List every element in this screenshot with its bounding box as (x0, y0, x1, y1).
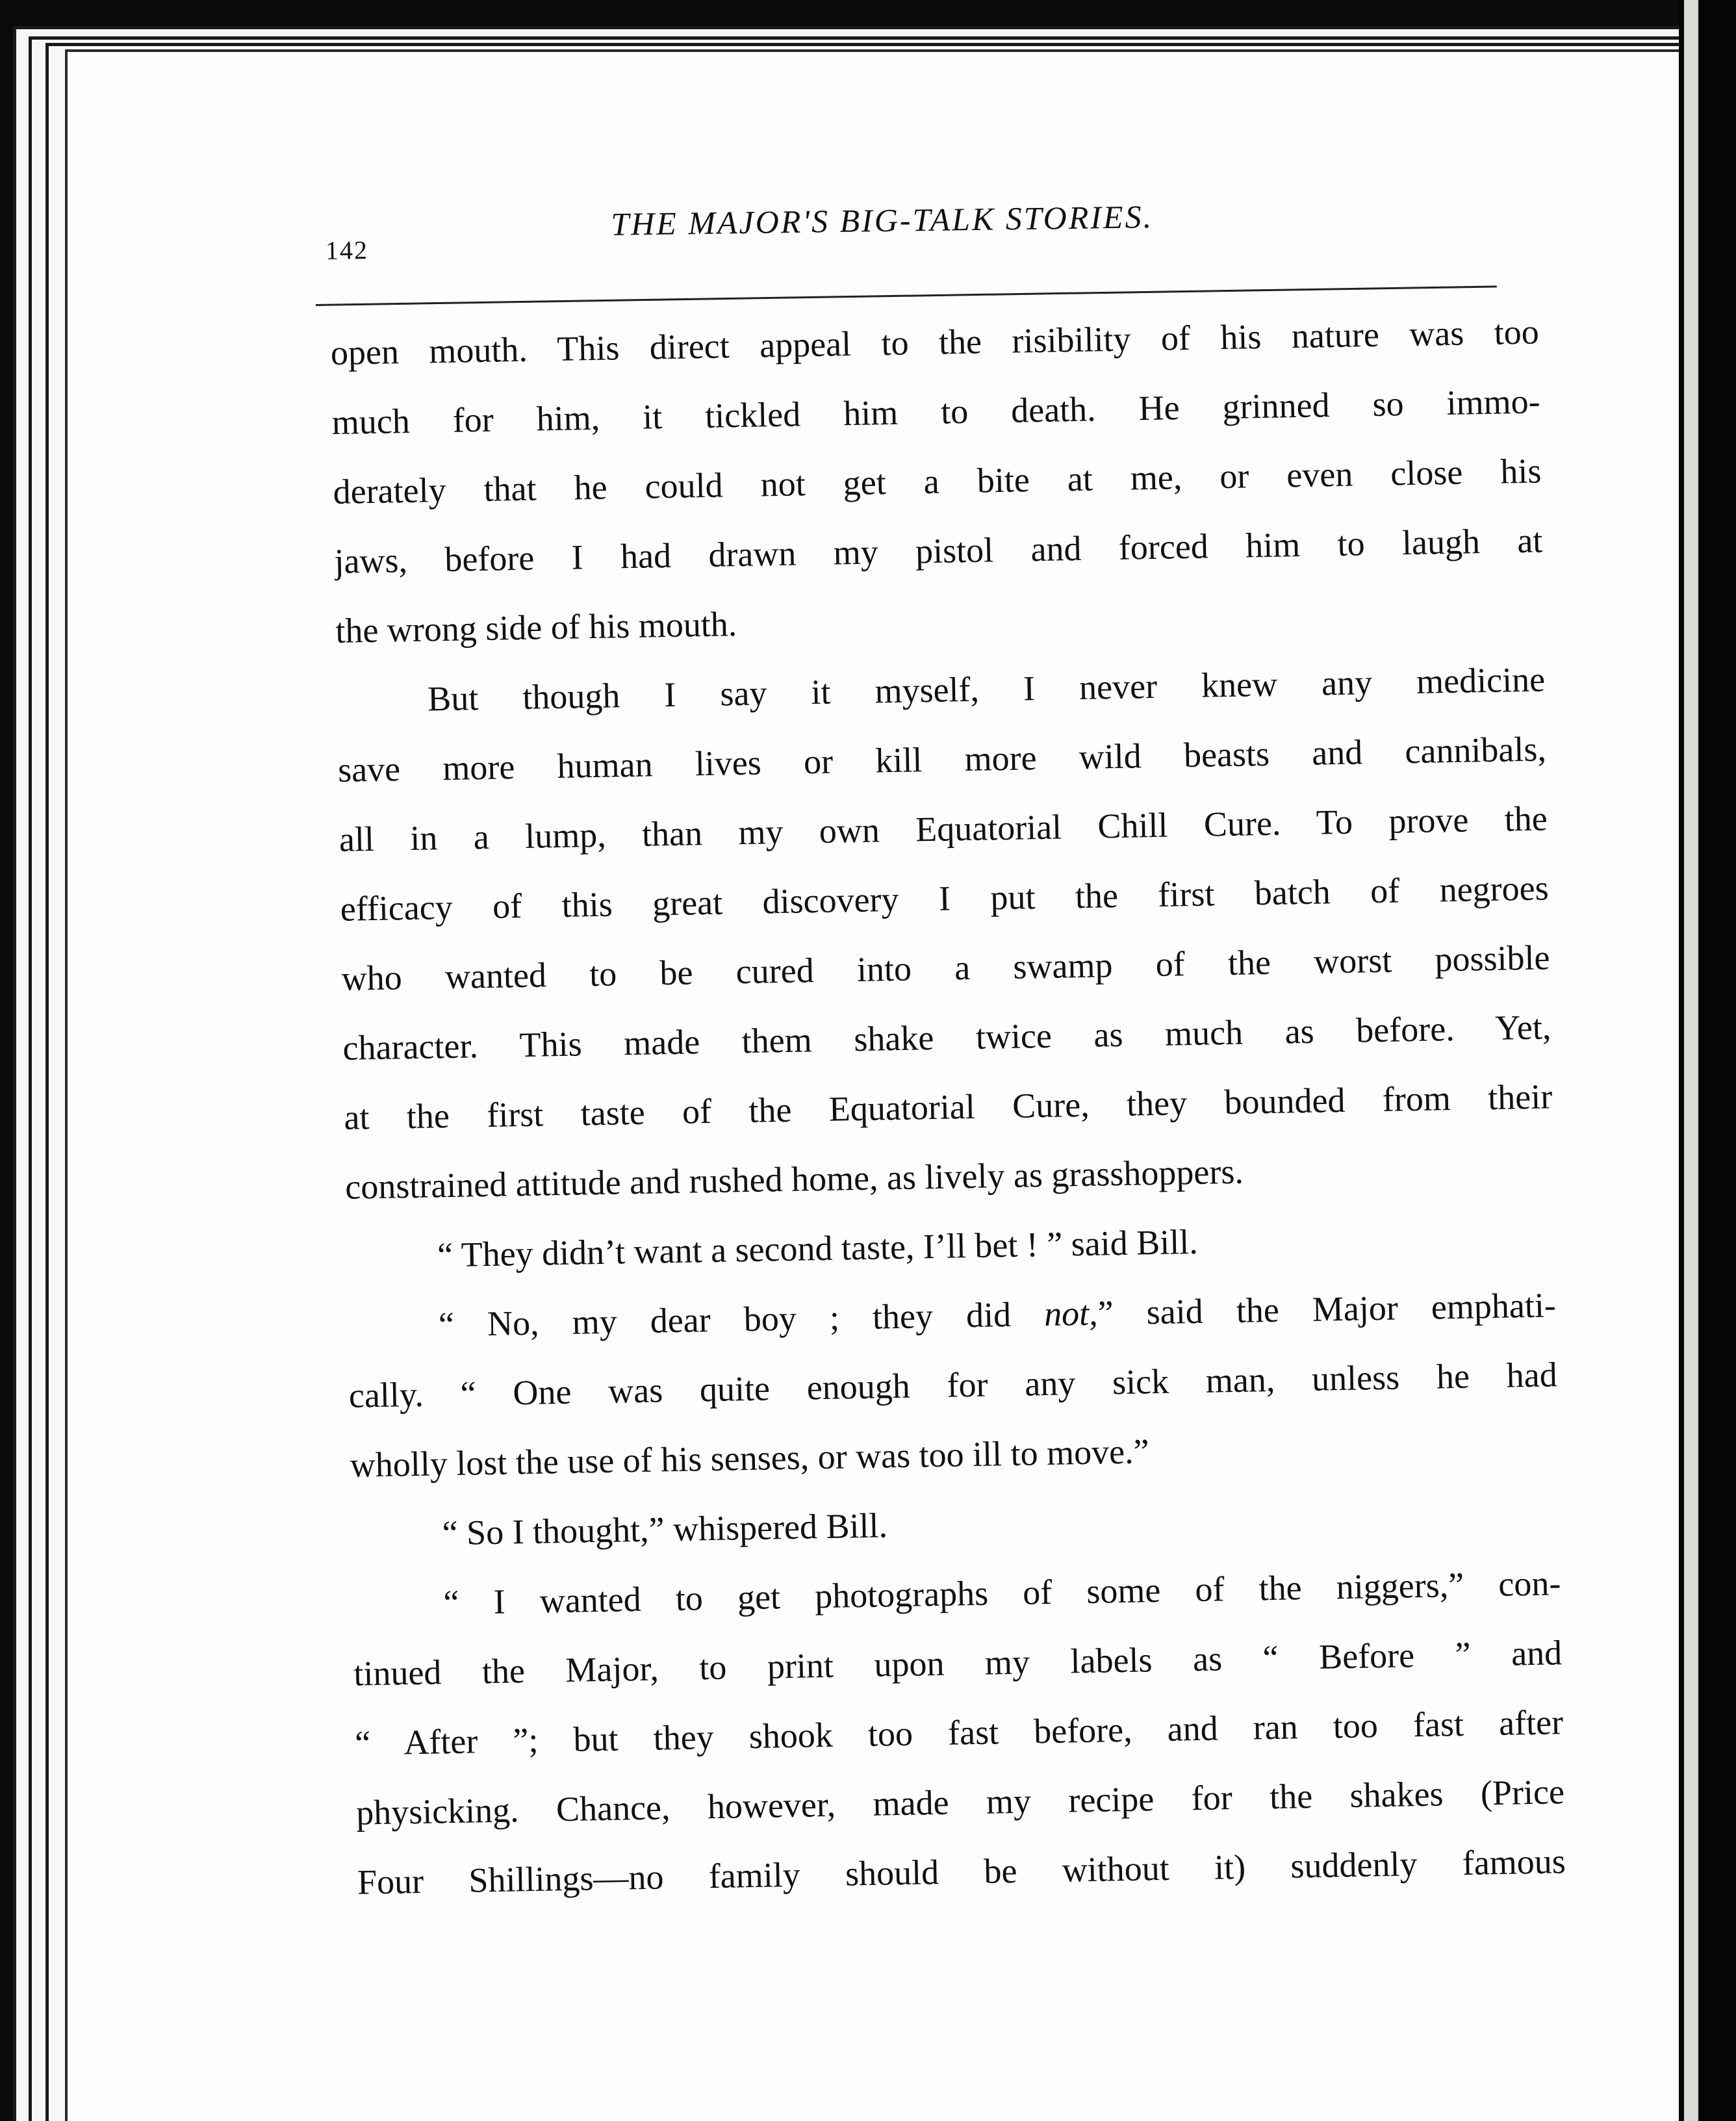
text-line: efficacy of this great discovery I put the first batch of negroes (340, 868, 1550, 929)
text-line: at the first taste of the Equatorial Cure, they bounded from their (343, 1077, 1553, 1137)
text-line: Four Shillings—no family should be without it) suddenly famous (357, 1842, 1566, 1902)
running-head: THE MAJOR'S BIG-TALK STORIES. (610, 198, 1154, 242)
text-fragment: “ No, my dear boy ; they did (438, 1294, 1045, 1344)
text-line: much for him, it tickled him to death. He grinned so immo- (331, 381, 1541, 442)
text-line: character. This made them shake twice as much as before. Yet, (342, 1007, 1551, 1068)
emphasized-word: not, (1043, 1293, 1099, 1334)
text-line: all in a lump, than my own Equatorial Chill Cure. To prove the (338, 799, 1548, 859)
text-line: who wanted to be cured into a swamp of the worst possible (341, 938, 1550, 998)
text-line: wholly lost the use of his senses, or was too ill to move.” (350, 1432, 1150, 1485)
text-line: the wrong side of his mouth. (335, 604, 737, 650)
text-line: tinued the Major, to print upon my labels as “ Before ” and (353, 1633, 1563, 1693)
text-fragment: ” (1097, 1292, 1147, 1333)
text-line: cally. “ One was quite enough for any sick man, unless he had (348, 1355, 1558, 1415)
text-line: constrained attitude and rushed home, as lively as grasshoppers. (344, 1151, 1244, 1207)
page-number: 142 (325, 235, 369, 265)
text-line: save more human lives or kill more wild beasts and cannibals, (337, 729, 1547, 790)
text-line: jaws, before I had drawn my pistol and forced him to laugh at (334, 521, 1543, 581)
text-line: physicking. Chance, however, made my recipe for the shakes (Price (355, 1772, 1565, 1832)
text-line: “ I wanted to get photographs of some of the niggers,” con- (442, 1563, 1561, 1623)
text-line: “ So I thought,” whispered Bill. (442, 1506, 888, 1553)
text-line: “ After ”; but they shook too fast before, and ran too fast after (354, 1703, 1564, 1763)
text-line: “ They didn’t want a second taste, I’ll bet ! ” said Bill. (437, 1222, 1199, 1275)
text-fragment: said the Major emphati- (1146, 1285, 1557, 1332)
body-text (330, 298, 1568, 2034)
text-line: But though I say it myself, I never knew any medicine (427, 660, 1546, 719)
text-line: derately that he could not get a bite at me, or even close his (333, 451, 1542, 511)
text-line: open mouth. This direct appeal to the risibility of his nature was too (330, 312, 1540, 372)
page-fore-edge (1684, 0, 1698, 2121)
